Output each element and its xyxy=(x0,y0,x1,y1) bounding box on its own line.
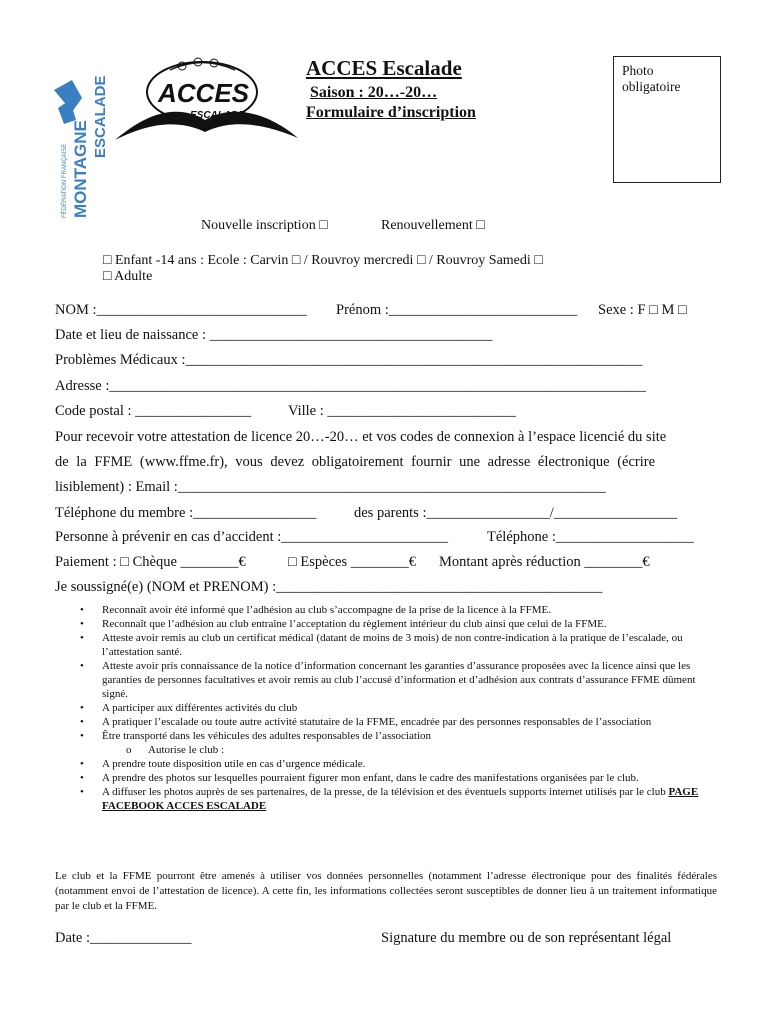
prenom-field[interactable]: Prénom :__________________________ xyxy=(336,302,578,318)
medical-field[interactable]: Problèmes Médicaux :_______________________________________________________________ xyxy=(55,352,643,368)
signatory-name-field[interactable]: Je soussigné(e) (NOM et PRENOM) :_____________________________________________ xyxy=(55,579,603,595)
attestation-text-1: Pour recevoir votre attestation de licence 20…-20… et vos codes de connexion à l’espace licencié du site xyxy=(55,429,667,445)
reduced-amount-field[interactable]: Montant après réduction ________€ xyxy=(439,554,650,570)
list-item: • A prendre des photos sur lesquelles pourraient figurer mon enfant, dans le cadre des manifestations organisées par le club. xyxy=(80,771,720,785)
list-item: • Reconnaît que l’adhésion au club entraîne l’acceptation du règlement intérieur du club ainsi que celui de la FFME. xyxy=(80,617,720,631)
nom-field[interactable]: NOM :_____________________________ xyxy=(55,302,307,318)
postal-code-field[interactable]: Code postal : ________________ xyxy=(55,403,252,419)
birth-field[interactable]: Date et lieu de naissance : _______________________________________ xyxy=(55,327,493,343)
emergency-phone-field[interactable]: Téléphone :___________________ xyxy=(487,529,694,545)
parents-phone-field[interactable]: des parents :_________________/_________________ xyxy=(354,505,678,521)
photo-box-line1: Photo xyxy=(622,63,654,78)
list-item xyxy=(80,785,720,813)
club-logo-text: ACCES xyxy=(158,78,250,108)
page-title: ACCES Escalade xyxy=(306,56,462,80)
photo-box xyxy=(613,56,721,183)
list-item: • A pratiquer l’escalade ou toute autre activité statutaire de la FFME, encadrée par des personnes responsables de l’association xyxy=(80,715,720,729)
enfant-option[interactable]: □ Enfant -14 ans : Ecole : Carvin □ / Rouvroy mercredi □ / Rouvroy Samedi □ xyxy=(103,253,543,268)
list-item: • Atteste avoir remis au club un certificat médical (datant de moins de 3 mois) de non contre-indication à la pratique de l’escalade, ou l’attestation santé. xyxy=(80,631,720,659)
ffme-text-montagne: MONTAGNE xyxy=(71,120,90,218)
club-logo-subtext: ESCALADE xyxy=(190,110,246,121)
list-item: • Atteste avoir pris connaissance de la notice d’information concernant les garanties d’assurance proposées avec la licence ainsi que les garanties de personnes facultatives et avoir remis au club l’accusé d’information et d’adhésion aux contrats d’assurance FFME dûment signé. xyxy=(80,659,720,701)
list-item-text: A diffuser les photos auprès de ses partenaires, de la presse, de la télévision et des éventuels supports internet utilisés par le club xyxy=(102,786,666,798)
photo-box-line2: obligatoire xyxy=(622,79,681,94)
sexe-field[interactable]: Sexe : F □ M □ xyxy=(598,302,687,318)
title-block xyxy=(306,56,476,123)
email-field[interactable]: lisiblement) : Email :___________________________________________________________ xyxy=(55,479,606,495)
club-logo xyxy=(110,50,300,150)
form-title: Formulaire d’inscription xyxy=(306,104,476,121)
list-item: • Être transporté dans les véhicules des adultes responsables de l’association xyxy=(80,729,720,743)
list-item: • A prendre toute disposition utile en cas d’urgence médicale. xyxy=(80,757,720,771)
list-item: o Autorise le club : xyxy=(80,743,720,757)
payment-cash-field[interactable]: □ Espèces ________€ xyxy=(288,554,416,570)
signature-label: Signature du membre ou de son représentant légal xyxy=(381,930,672,946)
season-label: Saison : 20…-20… xyxy=(310,84,438,101)
address-field[interactable]: Adresse :__________________________________________________________________________ xyxy=(55,378,646,394)
list-item: • Reconnaît avoir été informé que l’adhésion au club s’accompagne de la prise de la licence à la FFME. xyxy=(80,603,720,617)
date-field[interactable]: Date :______________ xyxy=(55,930,192,946)
member-phone-field[interactable]: Téléphone du membre :_________________ xyxy=(55,505,317,521)
ffme-logo xyxy=(50,50,110,220)
renewal-checkbox[interactable]: Renouvellement □ xyxy=(381,218,485,233)
attestation-text-2: de la FFME (www.ffme.fr), vous devez obligatoirement fournir une adresse électronique (écrire xyxy=(55,454,656,470)
facebook-link[interactable]: PAGE FACEBOOK ACCES ESCALADE xyxy=(102,786,699,812)
city-field[interactable]: Ville : __________________________ xyxy=(288,403,516,419)
ffme-text-escalade: ESCALADE xyxy=(92,75,109,158)
payment-cheque-field[interactable]: Paiement : □ Chèque ________€ xyxy=(55,554,246,570)
terms-list xyxy=(80,603,720,813)
new-registration-checkbox[interactable]: Nouvelle inscription □ xyxy=(201,218,328,233)
ffme-text-small: FÉDÉRATION FRANÇAISE xyxy=(62,143,68,218)
list-item: • A participer aux différentes activités du club xyxy=(80,701,720,715)
emergency-contact-field[interactable]: Personne à prévenir en cas d’accident :_______________________ xyxy=(55,529,449,545)
adulte-option[interactable]: □ Adulte xyxy=(103,269,153,284)
privacy-note: Le club et la FFME pourront être amenés à utiliser vos données personnelles (notamment l’adresse électronique pour des finalités fédérales (notamment envoi de l’attestation de licence). A cette fin, les informations collectées seront susceptibles de donner lieu à un traitement informatique par le club et la FFME. xyxy=(55,870,717,912)
